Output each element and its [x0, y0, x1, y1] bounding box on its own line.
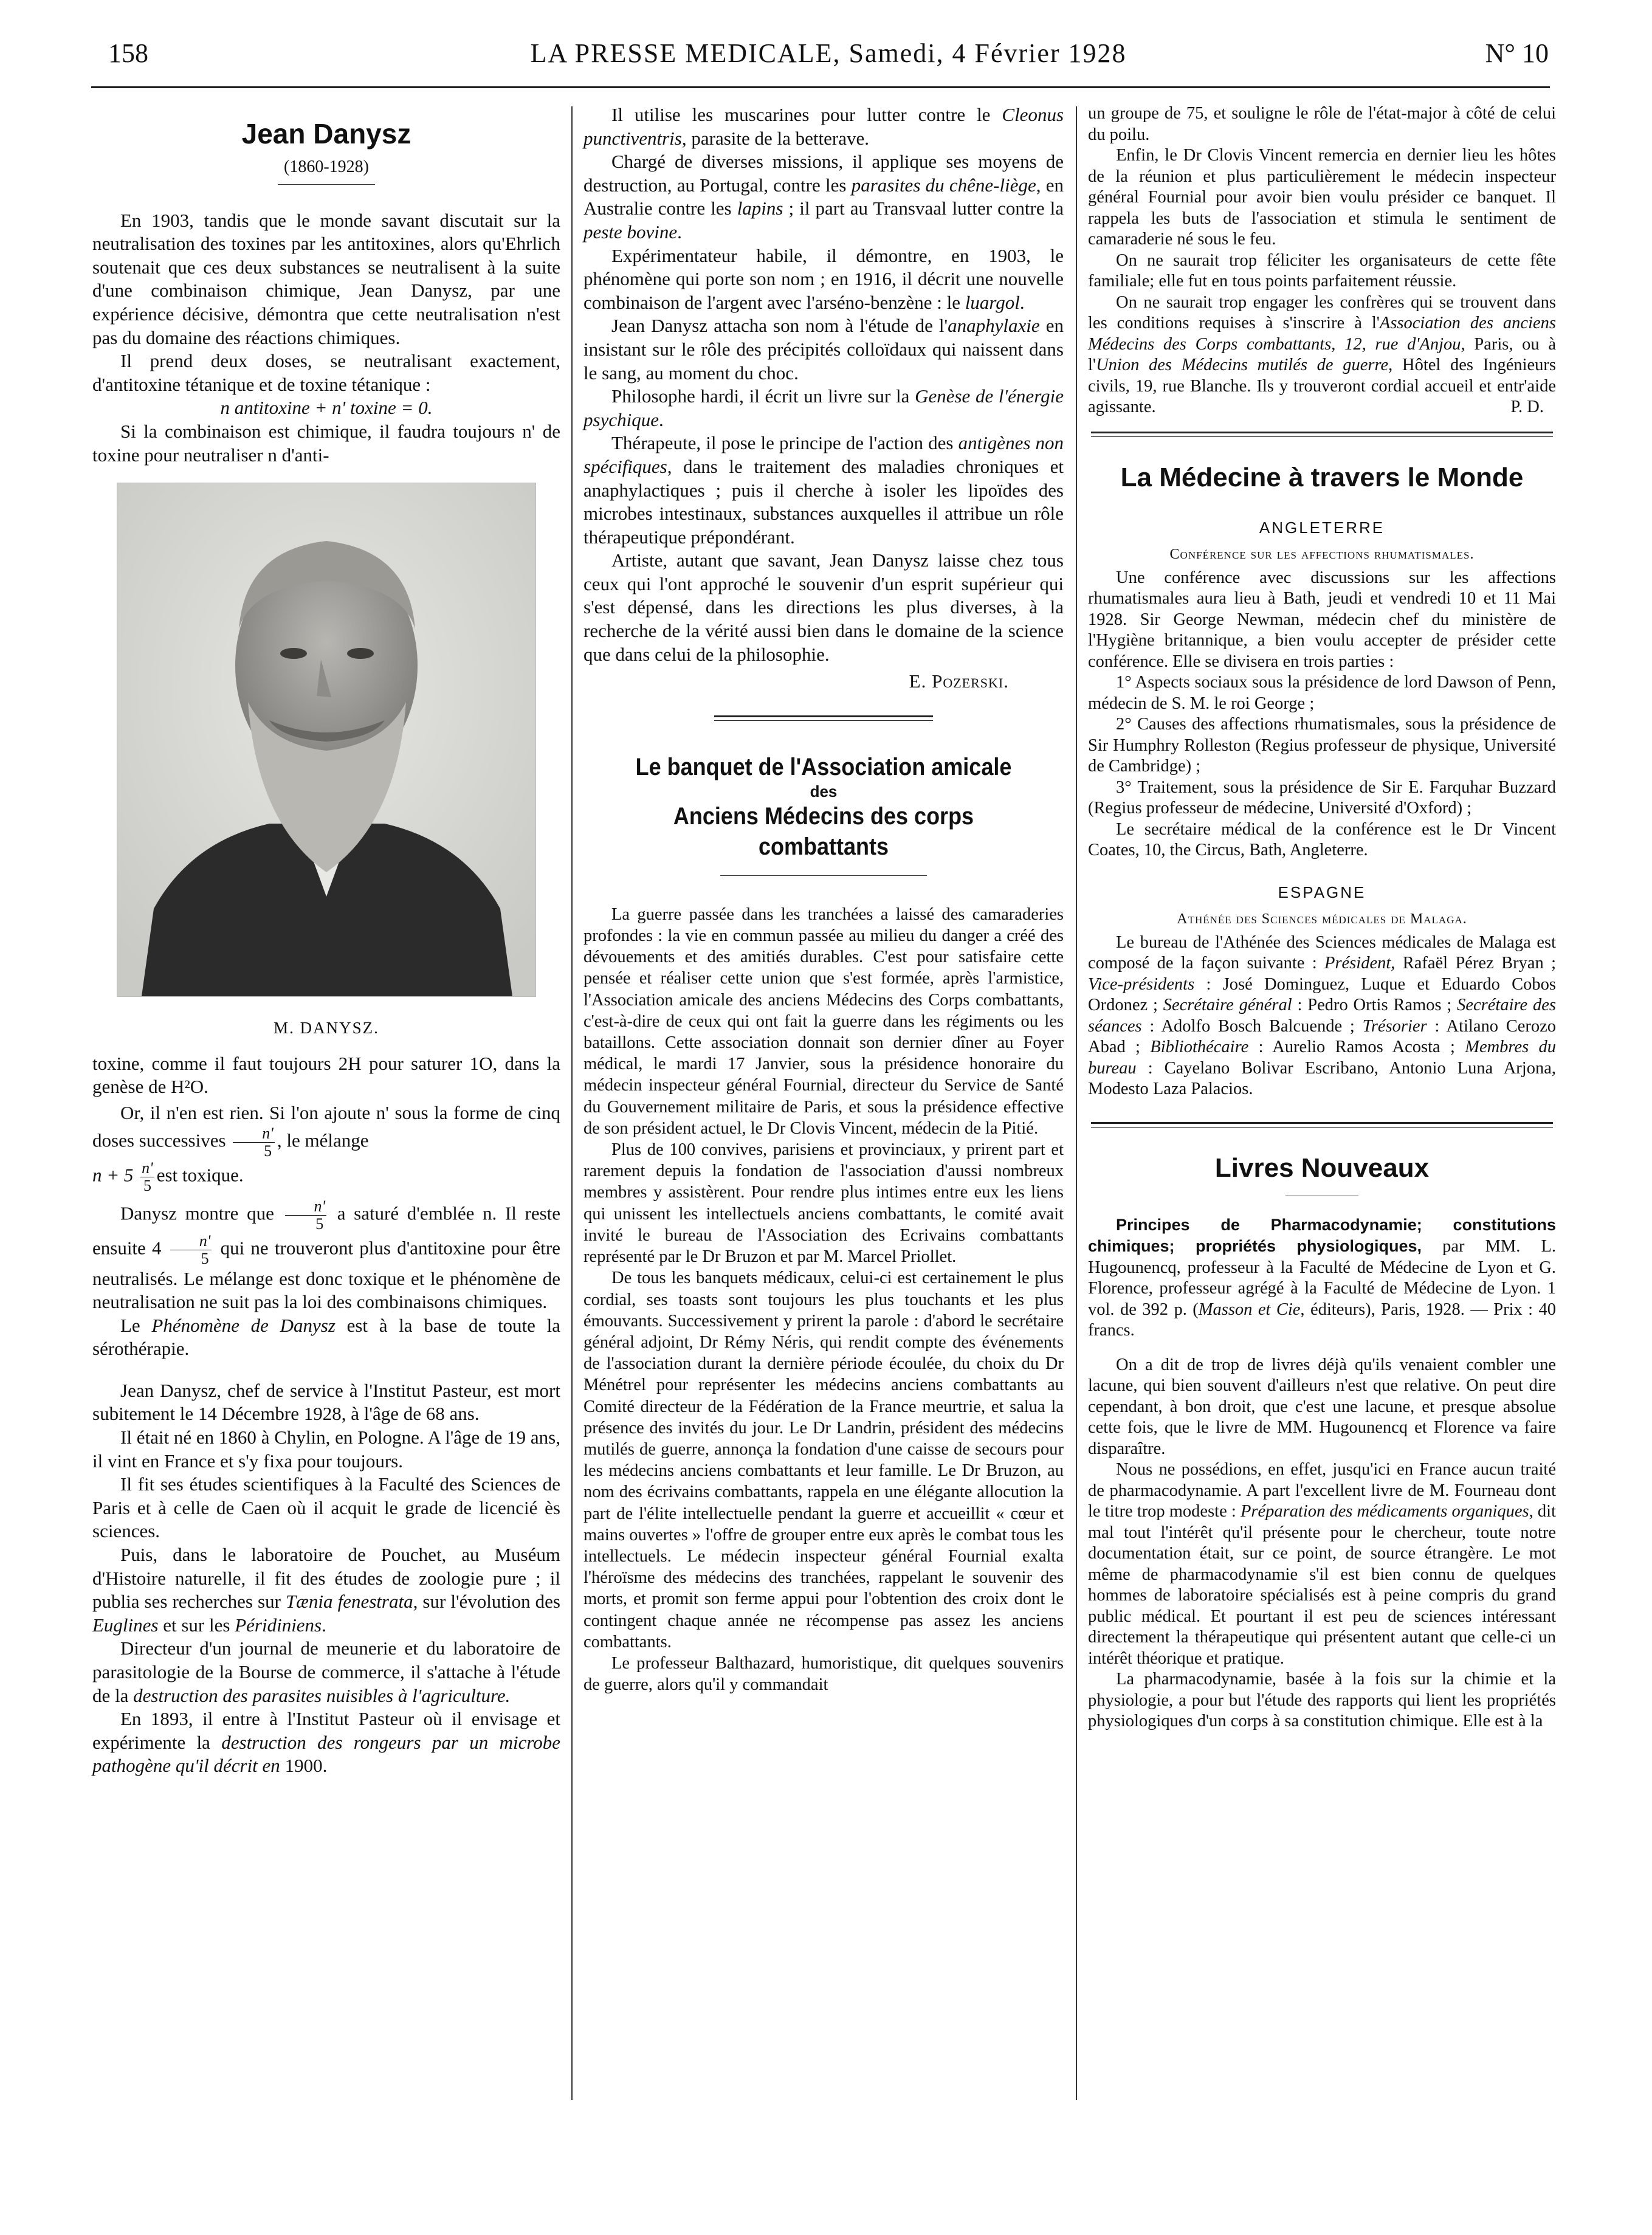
photo-caption: M. DANYSZ.: [274, 1019, 379, 1038]
italic-run: Tænia fenestrata: [286, 1591, 413, 1613]
text-run: en insistant sur le rôle des précipités colloïdaux qui naissent dans le sang, au moment du choc.: [583, 315, 1064, 384]
fraction: [285, 1198, 327, 1233]
fraction-numerator: n': [170, 1233, 212, 1250]
paragraph: La pharmacodynamie, basée à la fois sur la chimie et la physiologie, a pour but l'étude des rapports qui lient les propriétés physiologiques d'un corps à sa constitution chimique. Elle est à la: [1088, 1670, 1556, 1730]
italic-run: anaphylaxie: [948, 315, 1040, 337]
paragraph: Philosophe hardi, il écrit un livre sur la Genèse de l'énergie psychique.: [583, 385, 1064, 430]
paragraph: 1° Aspects sociaux sous la présidence de lord Dawson of Penn, médecin de S. M. le roi George ;: [1088, 673, 1556, 713]
text-run: : Adolfo Bosch Balcuende ;: [1149, 1016, 1355, 1036]
heading-rule: [278, 184, 375, 185]
header-rule: [91, 86, 1550, 88]
section-rule: [1091, 1122, 1553, 1128]
text-run: : Atilano Cerozo Abad ;: [1088, 1016, 1557, 1056]
paragraph: Expérimentateur habile, il démontre, en 1903, le phénomène qui porte son nom ; en 1916, il décrit une nouvelle combinaison de l'argent avec l'arséno-benzène : le luargol.: [583, 244, 1064, 313]
column-divider: [1076, 106, 1077, 2100]
paragraph: Si la combinaison est chimique, il faudra toujours n' de toxine pour neutraliser n d'anti-: [92, 420, 560, 466]
paragraph: [1088, 932, 1556, 1100]
text-run: Directeur d'un journal de meunerie et du laboratoire de parasitologie de la Bourse de commerce, il s'attache à l'étude de la: [92, 1638, 560, 1706]
heading-rule: [720, 875, 927, 876]
text-run: 1900.: [284, 1755, 328, 1777]
fraction-numerator: n': [285, 1198, 327, 1216]
formula-text: n antitoxine + n' toxine = 0.: [220, 397, 433, 419]
text-run: : Aurelio Ramos Acosta ;: [1258, 1038, 1455, 1056]
portrait-image: [117, 483, 535, 996]
paragraph: 3° Traitement, sous la présidence de Sir E. Farquhar Buzzard (Regius professeur de médecine, Université d'Oxford) ;: [1088, 777, 1556, 818]
page-number: 158: [108, 38, 148, 68]
paragraph: Artiste, autant que savant, Jean Danysz laisse chez tous ceux qui l'ont approché le souvenir d'un esprit supérieur qui s'est dépensé, dans les directions les plus diverses, à la recherche de la vérité aussi bien dans le domaine de la science que dans celui de la philosophie.: [583, 549, 1064, 665]
text-run: Le bureau de l'Athénée des Sciences médicales de Malaga est composé de la façon suivante :: [1088, 932, 1556, 973]
author-signature: P. D.: [1510, 398, 1544, 416]
italic-run: destruction des parasites nuisibles à l'agriculture.: [133, 1684, 511, 1706]
paragraph: On a dit de trop de livres déjà qu'ils venaient combler une lacune, qui bien souvent d'ailleurs n'est que relative. On peut dire cependant, à bon droit, que c'est une lacune, et presque absolue cette fois, que le livre de MM. Hugounencq et Florence va faire disparaître.: [1088, 1355, 1556, 1458]
country-heading-espagne: ESPAGNE: [1278, 883, 1366, 901]
text-run: , éditeurs), Paris, 1928. — Prix : 40 francs.: [1088, 1300, 1557, 1340]
fraction: [140, 1160, 154, 1194]
paragraph: [92, 1198, 560, 1314]
italic-run: Trésorier: [1362, 1016, 1427, 1036]
fraction-denominator: 5: [143, 1176, 151, 1194]
paragraph: On ne saurait trop féliciter les organisateurs de cette fête familiale; elle fut en tous points parfaitement réussie.: [1088, 250, 1556, 291]
paragraph: En 1903, tandis que le monde savant discutait sur la neutralisation des toxines par les antitoxines, alors qu'Ehrlich soutenait que ces deux substances se neutralisent à la suite d'une combinaison chimique, Jean Danysz, par une expérience décisive, démontra que cette neutralisation n'est pas du domaine des réactions chimiques.: [92, 209, 560, 348]
fraction-denominator: 5: [315, 1214, 324, 1233]
section-heading-livres: Livres Nouveaux: [1214, 1152, 1430, 1183]
text-run: , sur l'évolution des: [413, 1591, 560, 1613]
italic-run: lapins: [737, 198, 783, 219]
paragraph: Jean Danysz, chef de service à l'Institut Pasteur, est mort subitement le 14 Décembre 1928, à l'âge de 68 ans.: [92, 1379, 560, 1425]
math-run: n + 5: [92, 1164, 134, 1186]
italic-run: destruction des rongeurs par un microbe pathogène qu'il décrit en: [92, 1731, 561, 1777]
text-run: : José Dominguez, Luque et Eduardo Cobos Ordonez ;: [1088, 974, 1556, 1014]
italic-run: Vice-présidents: [1088, 974, 1195, 994]
italic-run: parasites du chêne-liège: [851, 174, 1036, 196]
paragraph: Chargé de diverses missions, il applique ses moyens de destruction, au Portugal, contre les parasites du chêne-liège, en Australie contre les lapins ; il part au Transvaal lutter contre la peste bovine.: [583, 151, 1064, 243]
publication-title: LA PRESSE MEDICALE, Samedi, 4 Février 1928: [530, 38, 1127, 68]
italic-run: Genèse de l'énergie psychique: [583, 385, 1064, 430]
italic-run: Association des anciens Médecins des Corps combattants, 12, rue d'Anjou: [1088, 314, 1556, 354]
column-3: [1088, 103, 1556, 1732]
paragraph: [92, 1707, 560, 1778]
paragraph: [1088, 292, 1556, 418]
italic-run: Phénomène de Danysz: [151, 1314, 336, 1336]
text-run: Rafaël Pérez Bryan ;: [1402, 954, 1556, 973]
author-signature: E. Pozerski.: [909, 670, 1009, 692]
text-run: , dans le traitement des maladies chroniques et anaphylactiques ; puis il cherche à isoler les lipoïdes des microbes intestinaux, substances auxquelles il attribue un rôle thérapeutique prépondérant.: [583, 455, 1064, 548]
paragraph: Il prend deux doses, se neutralisant exactement, d'antitoxine tétanique et de toxine tétanique :: [92, 350, 560, 395]
paragraph: 2° Causes des affections rhumatismales, sous la présidence de Sir Humphry Rolleston (Regius professeur de physique, Université de Cambridge) ;: [1088, 715, 1556, 776]
italic-run: antigènes non spécifiques: [583, 432, 1064, 477]
banquet-title-line1: Le banquet de l'Association amicale: [635, 753, 1012, 780]
banquet-title-line3: Anciens Médecins des corps combattants: [673, 802, 974, 860]
italic-run: Secrétaire général: [1163, 996, 1292, 1014]
text-run: , dit mal tout l'intérêt qu'il présente pour le chercheur, toute notre documentation était, sur ce point, de source étrangère. Le mot même de pharmacodynamie s'il est bien connu de quelques hommes de laboratoire spécialisés est à peine compris du grand public médical. Et pourtant il est peu de sciences intéressant directement la thérapeutique qui présentent autant que celle-ci un intérêt théorique et pratique.: [1088, 1502, 1556, 1668]
paragraph: [583, 314, 1064, 385]
italic-run: Secrétaire des séances: [1088, 996, 1557, 1036]
italic-run: Préparation des médicaments organiques: [1240, 1502, 1529, 1521]
paragraph: Il fit ses études scientifiques à la Faculté des Sciences de Paris et à celle de Caen où il acquit le grade de licencié ès sciences.: [92, 1473, 560, 1542]
text-run: Expérimentateur habile, il démontre, en 1903, le phénomène qui porte son nom ; en 1916, il décrit une nouvelle combinaison de l'argent avec l'arséno-benzène : le: [583, 244, 1064, 313]
italic-run: peste bovine: [583, 221, 678, 243]
italic-run: Membres du bureau: [1088, 1038, 1557, 1078]
text-run: Puis, dans le laboratoire de Pouchet, au Muséum d'Histoire naturelle, il fit des études de zoologie pure ; il publia ses recherches sur: [92, 1544, 560, 1613]
paragraph: [1088, 1459, 1556, 1669]
country-heading-angleterre: ANGLETERRE: [1259, 518, 1385, 537]
paragraph: toxine, comme il faut toujours 2H pour saturer 1O, dans la genèse de H²O.: [92, 1052, 560, 1098]
obituary-dates: (1860-1928): [284, 157, 369, 176]
paragraph: [583, 103, 1064, 150]
obituary-heading: Jean Danysz: [241, 118, 411, 150]
fraction-numerator: n': [233, 1125, 275, 1143]
text-run: , Hôtel des Ingénieurs civils, 19, rue Blanche. Ils y trouveront cordial accueil et entr'aide agissante.: [1088, 356, 1556, 416]
paragraph: De tous les banquets médicaux, celui-ci est certainement le plus cordial, ses toasts sont toujours les plus touchants et les plus émouvants. Successivement y prirent la parole : d'abord le secrétaire général adjoint, Dr Rémy Néris, qui rendit compte des événements de l'association durant la dernière période écoulée, du choix du Dr Ménétrel pour représenter les médecins anciens combattants au Comité directeur de la Fédération de la France meurtrie, et salua la présence des invités du jour. Le Dr Landrin, président des médecins mutilés de guerre, annonça la fondation d'une caisse de secours pour les médecins anciens combattants et leur famille. Le Dr Bruzon, au nom des écrivains combattants, rappela en une élégante allocution la part de l'élite intellectuelle pendant la guerre et accueillit « cœur et mains ouvertes » l'offre de grouper entre eux après le combat tous les intellectuels. Le médecin inspecteur général Fournial exalta l'héroïsme des médecins des tranchées, rappelant le souvenir des morts, et promit son ferme appui pour l'obtention des croix dont le contingent chaque année ne récompense pas assez les anciens combattants.: [583, 1269, 1064, 1651]
text-run: Il utilise les muscarines pour lutter contre le: [611, 104, 991, 125]
paragraph: Puis, dans le laboratoire de Pouchet, au Muséum d'Histoire naturelle, il fit des études de zoologie pure ; il publia ses recherches sur Tænia fenestrata, sur l'évolution des Euglines et sur les Péridiniens.: [92, 1544, 560, 1636]
italic-run: Péridiniens: [235, 1614, 322, 1636]
fraction-denominator: 5: [264, 1142, 272, 1160]
column-1: [92, 103, 560, 1778]
paragraph: Une conférence avec discussions sur les affections rhumatismales aura lieu à Bath, jeudi et vendredi 10 et 11 Mai 1928. Sir George Newman, médecin chef du ministère de l'Hygiène britannique, a bien voulu accepter de présider cette conférence. Elle se divisera en trois parties :: [1088, 568, 1556, 671]
fraction-denominator: 5: [201, 1249, 209, 1267]
section-heading-monde: La Médecine à travers le Monde: [1120, 462, 1524, 492]
text-run: , Paris, ou à l': [1088, 334, 1557, 374]
text-run: Chargé de diverses missions, il applique ses moyens de destruction, au Portugal, contre les: [583, 151, 1064, 196]
text-run: , en Australie contre les: [583, 174, 1064, 219]
text-run: En 1893, il entre à l'Institut Pasteur où il envisage et expérimente la: [92, 1708, 560, 1753]
fraction-numerator: n': [142, 1159, 153, 1177]
paragraph: Le professeur Balthazard, humoristique, dit quelques souvenirs de guerre, alors qu'il y commandait: [583, 1653, 1064, 1695]
text-run: Or, il n'en est rien. Si l'on ajoute n' sous la forme de cinq doses successives: [92, 1101, 560, 1151]
text-run: par MM. L. Hugounencq, professeur à la Faculté de Médecine de Lyon et G. Florence, professeur agrégé à la Faculté de Médecine de Lyon. 1 vol. de 392 p. (: [1088, 1237, 1557, 1319]
book-reference: [1088, 1214, 1556, 1341]
formula: [92, 396, 560, 420]
text-run: Jean Danysz attacha son nom à l'étude de l': [611, 315, 948, 337]
subheading-malaga: Athénée des Sciences médicales de Malaga.: [1177, 911, 1467, 927]
fraction: [233, 1125, 275, 1160]
subheading-rhumatismales: Conférence sur les affections rhumatismales.: [1169, 546, 1475, 562]
paragraph: La guerre passée dans les tranchées a laissé des camaraderies profondes : la vie en commun passée au milieu du danger a créé des dévouements et des amitiés durables. C'est pour satisfaire cette pensée et réaliser cette union que s'est formée, après l'armistice, l'Association amicale des anciens Médecins des Corps combattants, c'est-à-dire de ceux qui ont fait la guerre dans les régiments ou les bataillons. Cette association donnait son dernier dîner au Foyer médical, le mardi 17 Janvier, sous la présidence honoraire du médecin inspecteur général Fournial, directeur du Service de Santé du Gouvernement militaire de Paris, et sous la présidence effective de son président actuel, le Dr Clovis Vincent, médecin de la Pitié.: [583, 904, 1064, 1138]
section-rule: [714, 715, 933, 721]
banquet-title-line2: des: [810, 782, 838, 801]
fraction: [170, 1233, 212, 1267]
paragraph: Il était né en 1860 à Chylin, en Pologne. A l'âge de 19 ans, il vint en France et s'y fixa pour toujours.: [92, 1427, 560, 1472]
italic-run: Masson et Cie: [1198, 1300, 1301, 1319]
paragraph: [92, 1101, 560, 1160]
column-divider: [571, 106, 573, 2100]
italic-run: Cleonus punctiventris: [583, 104, 1064, 149]
italic-run: Bibliothécaire: [1150, 1038, 1249, 1056]
banquet-body: [583, 904, 1064, 1696]
italic-run: luargol: [965, 291, 1020, 313]
text-run: qui ne trouveront plus d'antitoxine pour être neutralisés. Le mélange est donc toxique et le phénomène de neutralisation ne suit pas la loi des combinaisons chimiques.: [92, 1237, 560, 1313]
text-run: : Cayelano Bolivar Escribano, Antonio Luna Arjona, Modesto Laza Palacios.: [1088, 1058, 1556, 1098]
text-run: On ne saurait trop engager les confrères qui se trouvent dans les conditions requises à s'inscrire à l': [1088, 292, 1556, 332]
section-rule: [1091, 432, 1553, 437]
text-run: est à la base de toute la sérothérapie.: [92, 1314, 560, 1360]
italic-run: Président,: [1324, 954, 1396, 973]
issue-number: N° 10: [1485, 38, 1549, 68]
text-run: ; il part au Transvaal lutter contre la: [788, 198, 1064, 219]
paragraph: un groupe de 75, et souligne le rôle de l'état-major à côté de celui du poilu.: [1088, 104, 1556, 144]
text-run: et sur les: [163, 1614, 230, 1636]
italic-run: Union des Médecins mutilés de guerre: [1096, 356, 1389, 374]
paragraph: Enfin, le Dr Clovis Vincent remercia en dernier lieu les hôtes de la réunion et plus particulièrement le médecin inspecteur général Fournial pour avoir bien voulu présider ce banquet. Il rappela les buts de l'association et stimula le sentiment de camaraderie né sous le feu.: [1088, 146, 1556, 249]
paragraph: [92, 1160, 560, 1194]
paragraph: Le secrétaire médical de la conférence est le Dr Vincent Coates, 10, the Circus, Bath, Angleterre.: [1088, 819, 1556, 859]
paragraph: [92, 1637, 560, 1707]
text-run: Danysz montre que: [120, 1202, 274, 1224]
text-run: est toxique.: [156, 1164, 244, 1186]
italic-run: Euglines: [92, 1614, 159, 1636]
paragraph: Plus de 100 convives, parisiens et provinciaux, y prirent part et rarement depuis la fondation de l'association d'aussi nombreux membres y assistèrent. Pour rendre plus intimes entre eux les liens qui unissent les intellectuels anciens combattants, le comité avait invité le bureau de l'Association des Ecrivains combattants représenté par le Dr Bruzon et par M. Marcel Priollet.: [583, 1140, 1064, 1267]
text-run: : Pedro Ortis Ramos ;: [1297, 996, 1452, 1014]
text-run: Nous ne possédions, en effet, jusqu'ici en France aucun traité de pharmacodynamie. A part l'excellent livre de M. Fourneau dont le titre trop modeste :: [1088, 1460, 1556, 1521]
book-title: Principes de Pharmacodynamie; constitutions chimiques; propriétés physiologiques,: [1088, 1215, 1556, 1255]
paragraph: [92, 1314, 560, 1361]
text-run: a saturé d'emblée n. Il reste ensuite 4: [92, 1202, 561, 1259]
text-run: Thérapeute, il pose le principe de l'action des: [611, 432, 954, 454]
text-run: Philosophe hardi, il écrit un livre sur la: [611, 385, 910, 407]
text-run: , le mélange: [277, 1129, 369, 1151]
page-header: [108, 38, 1549, 86]
paragraph: [583, 432, 1064, 549]
column-2: [583, 103, 1064, 1695]
text-run: , parasite de la betterave.: [681, 127, 869, 149]
text-run: Le: [120, 1314, 140, 1336]
portrait-photo: [117, 483, 536, 997]
